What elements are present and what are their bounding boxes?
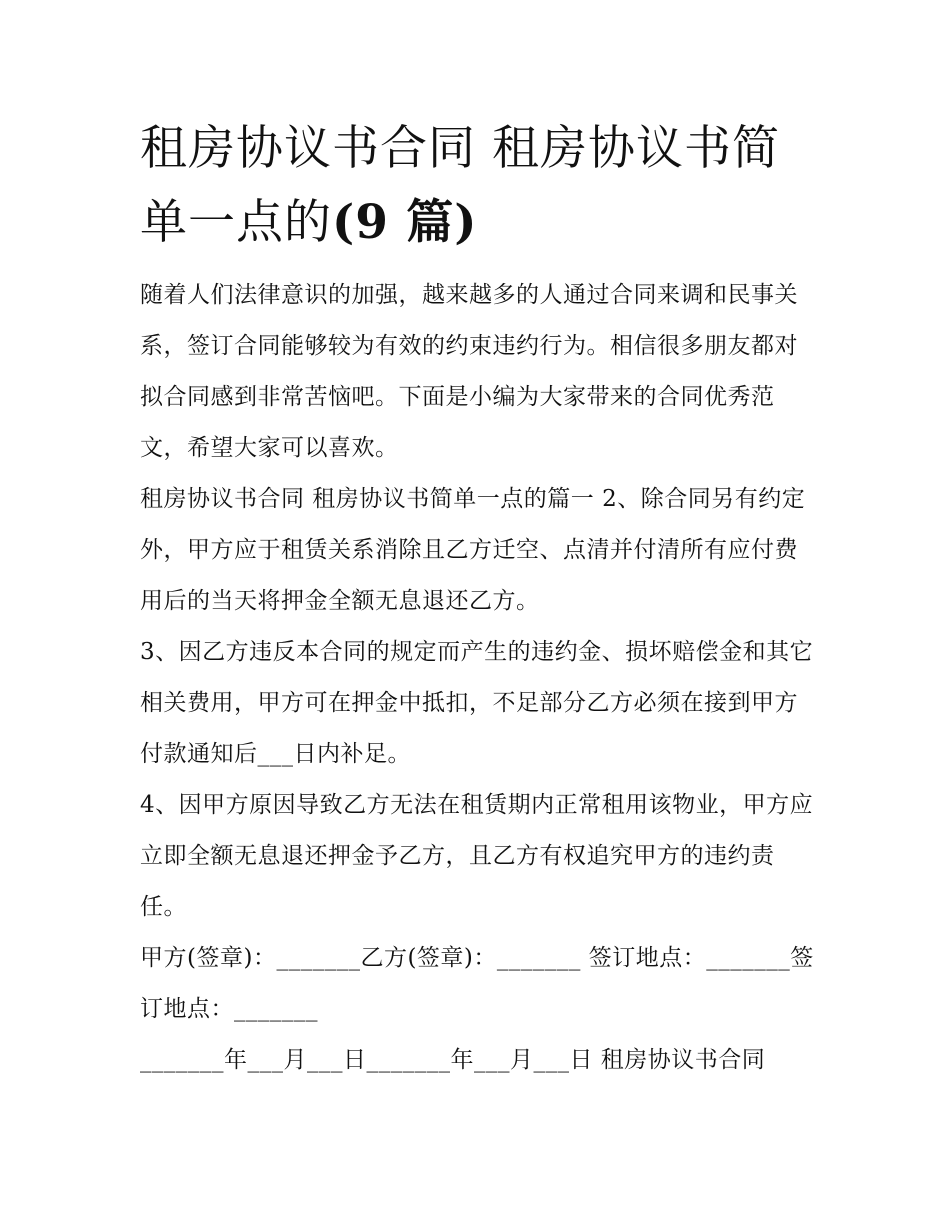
intro-paragraph: 随着人们法律意识的加强，越来越多的人通过合同来调和民事关系，签订合同能够较为有效的约束违约行为。相信很多朋友都对拟合同感到非常苦恼吧。下面是小编为大家带来的合同优秀范文，希望大家可以喜欢。 [140, 282, 798, 461]
clause-4-paragraph: 4、因甲方原因导致乙方无法在租赁期内正常租用该物业，甲方应立即全额无息退还押金予乙方，且乙方有权追究甲方的违约责任。 [140, 792, 814, 920]
clause-2-paragraph: 租房协议书合同 租房协议书简单一点的篇一 2、除合同另有约定外，甲方应于租赁关系消除且乙方迁空、点清并付清所有应付费用后的当天将押金全额无息退还乙方。 [140, 486, 806, 614]
title-count: (9 篇) [332, 195, 478, 250]
signature-paragraph: 甲方(签章)：_______乙方(签章)：_______ 签订地点：_______签订地点：_______ [140, 945, 814, 1022]
date-paragraph: _______年___月___日_______年___月___日 租房协议书合同 [140, 1047, 766, 1073]
title-main: 租房协议书合同 租房协议书简单一点的 [140, 121, 780, 250]
document-page [140, 112, 820, 1086]
clause-3-paragraph: 3、因乙方违反本合同的规定而产生的违约金、损坏赔偿金和其它相关费用，甲方可在押金中抵扣，不足部分乙方必须在接到甲方付款通知后___日内补足。 [140, 639, 814, 767]
document-title [140, 112, 820, 260]
